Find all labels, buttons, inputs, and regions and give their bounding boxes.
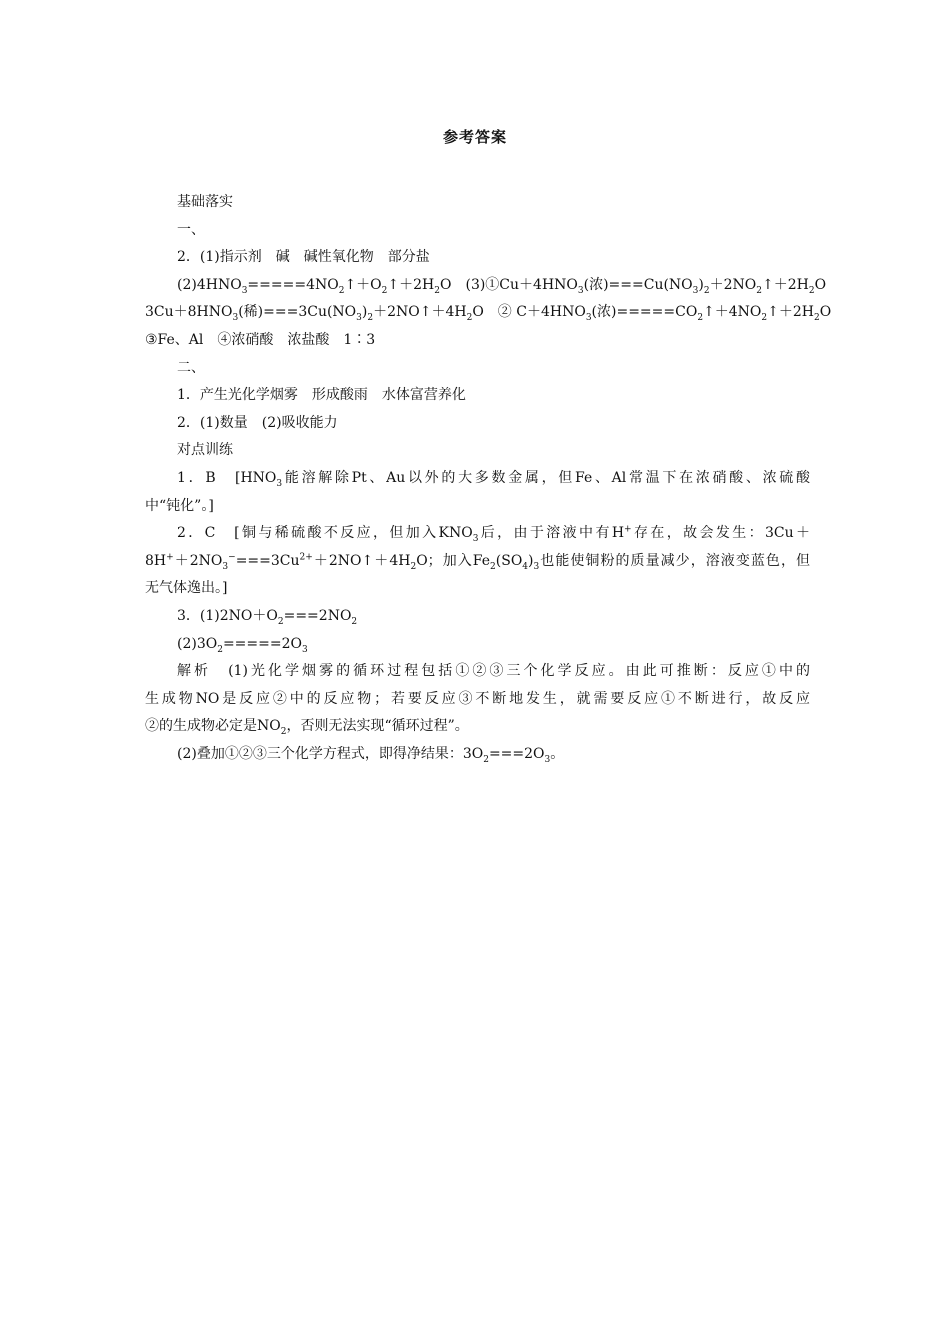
text-line: 一、 <box>177 221 205 238</box>
text-line: 2．C [铜与稀硫酸不反应，但加入$KNO_3$后，由于溶液中有H+存在，故会发生：3Cu＋ <box>177 524 810 544</box>
text-line: $(2)4HNO_3=====4NO_2↑+O_2↑+2H_2O$ $(3)①Cu+4HNO_3$(浓)$===Cu(NO_3)_2+2NO_2↑+2H_2O$ <box>177 276 827 296</box>
text-line: 中“钝化”。] <box>145 497 214 514</box>
text-line: 二、 <box>177 359 205 376</box>
text-line: 1．产生光化学烟雾 形成酸雨 水体富营养化 <box>177 387 466 404</box>
text-line: $8H^++2NO_3^-===3Cu^{2+}+2NO↑+4H_2O$；加入$Fe_2(SO_4)_3$也能使铜粉的质量减少，溶液变蓝色，但 <box>145 552 811 572</box>
text-line: 生成物NO是反应②中的反应物；若要反应③不断地发生，就需要反应①不断进行，故反应 <box>145 690 810 707</box>
text-line: ②的生成物必定是$NO_2$，否则无法实现“循环过程”。 <box>145 718 469 738</box>
answer-body <box>145 189 832 768</box>
text-line: 解析 (1)光化学烟雾的循环过程包括①②③三个化学反应。由此可推断：反应①中的 <box>177 663 810 680</box>
text-line: 1．B [$HNO_3$能溶解除Pt、Au以外的大多数金属，但Fe、Al常温下在浓硝酸、浓硫酸 <box>177 469 811 489</box>
text-line: 对点训练 <box>177 442 233 459</box>
text-line: 无气体逸出。] <box>145 580 228 597</box>
text-line: 2．(1)指示剂 碱 碱性氧化物 部分盐 <box>177 249 430 266</box>
text-line: ③Fe、Al ④浓硝酸 浓盐酸 1∶3 <box>145 331 376 348</box>
text-line: 3．$(1)2NO+O_2===2NO_2$ <box>177 607 358 627</box>
text-line: $(2)3O_2=====2O_3$ <box>177 635 308 655</box>
text-line: (2)叠加①②③三个化学方程式，即得净结果：$3O_2===2O_3$。 <box>177 745 565 765</box>
text-line: 基础落实 <box>177 194 233 210</box>
text-line: 2．(1)数量 (2)吸收能力 <box>177 414 338 431</box>
text-line: $3Cu+8HNO_3$(稀)$===3Cu(NO_3)_2+2NO↑+4H_2O$ ② $C+4HNO_3$(浓)$=====CO_2↑+4NO_2↑+2H_2O$ <box>145 304 832 324</box>
page-title: 参考答案 <box>442 128 507 146</box>
